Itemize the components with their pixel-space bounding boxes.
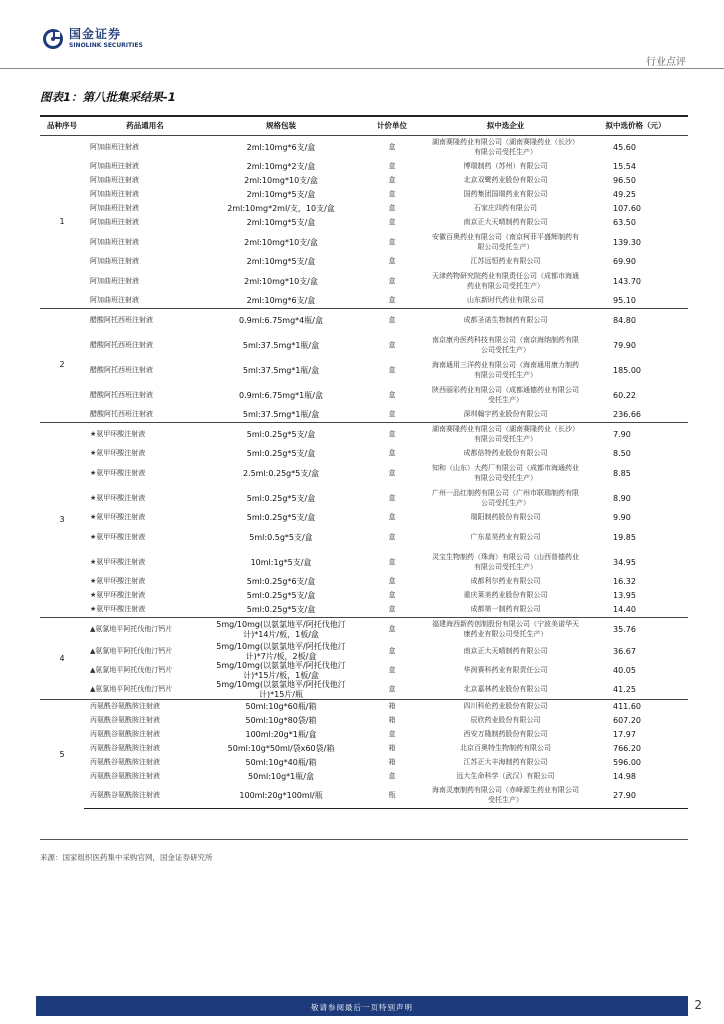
cell-drug-name: 醋酸阿托西班注射液 [90, 340, 153, 349]
table-row [40, 756, 688, 770]
table-body [40, 135, 688, 809]
cell-spec: 50ml:10g*50ml/袋x60袋/箱 [227, 743, 335, 753]
cell-spec: 2ml:10mg*5支/盒 [246, 190, 316, 200]
cell-unit: 盒 [388, 665, 396, 674]
cell-company: 北京百奥特生物制药有限公司 [460, 743, 551, 752]
cell-unit: 盒 [388, 390, 396, 399]
table-row [40, 202, 688, 216]
cell-drug-name: 阿加曲班注射液 [84, 135, 206, 160]
cell-unit: 盒 [388, 340, 396, 349]
header-divider [0, 68, 724, 69]
cell-company: 灵宝生物制药（珠海）有限公司（山西普德药业有限公司受托生产） [432, 553, 579, 571]
cell-drug-name: 阿加曲班注射液 [90, 190, 139, 199]
table-row [40, 230, 688, 255]
figure-title: 图表1：第八批集采结果-1 [40, 90, 176, 104]
cell-drug-name: ★氨甲环酸注射液 [90, 577, 146, 586]
report-type-label: 行业点评 [646, 57, 686, 68]
cell-company: 广东星昊药业有限公司 [470, 532, 541, 541]
column-header: 计价单位 [356, 116, 428, 135]
cell-price: 7.90 [583, 422, 688, 447]
cell-unit: 盒 [388, 190, 396, 199]
table-row [40, 461, 688, 486]
cell-price: 8.85 [613, 468, 631, 478]
cell-drug-name: ★氨甲环酸注射液 [90, 468, 146, 477]
cell-unit: 盒 [388, 605, 396, 613]
cell-drug-name: ▲氨氯地平阿托伐他汀钙片 [84, 617, 206, 642]
table-row [40, 700, 688, 714]
cell-price: 15.54 [613, 162, 636, 172]
table-row [40, 525, 688, 550]
cell-drug-name: 阿加曲班注射液 [90, 204, 139, 213]
table-row [40, 383, 688, 408]
cell-spec: 2ml:10mg*2支/盒 [246, 162, 316, 172]
cell-spec: 100ml:20g*100ml/瓶 [206, 784, 356, 809]
table-row [40, 680, 688, 700]
cell-price: 14.40 [613, 605, 636, 614]
cell-unit: 瓶 [356, 784, 428, 809]
cell-unit: 箱 [388, 715, 396, 724]
cell-drug-name: ▲氨氯地平阿托伐他汀钙片 [90, 646, 173, 655]
column-header: 拟中选价格（元） [583, 116, 688, 135]
cell-spec: 5ml:0.25g*5支/盒 [246, 605, 316, 614]
cell-drug-name: 醋酸阿托西班注射液 [90, 365, 153, 374]
cell-company: 成都倍特药业股份有限公司 [463, 449, 548, 458]
cell-company: 深圳翰宇药业股份有限公司 [463, 410, 548, 418]
cell-price: 16.32 [613, 577, 636, 587]
cell-spec: 5mg/10mg(以氨氯地平/阿托伐他汀计)*15片/瓶 [216, 680, 346, 699]
cell-drug-name: 醋酸阿托西班注射液 [90, 390, 153, 399]
cell-company: 成都圣诺生物制药有限公司 [428, 308, 583, 333]
cell-company: 江苏正大丰海制药有限公司 [463, 757, 548, 766]
cell-company: 辰欣药业股份有限公司 [470, 715, 541, 724]
page-number: 2 [694, 998, 702, 1012]
cell-price: 95.10 [613, 296, 636, 305]
cell-drug-name: 丙氨酰谷氨酰胺注射液 [84, 784, 206, 809]
cell-unit: 盒 [388, 218, 396, 227]
cell-unit: 盒 [388, 513, 396, 522]
cell-spec: 5ml:0.5g*5支/盒 [249, 532, 313, 542]
cell-drug-name: ★氨甲环酸注射液 [84, 422, 206, 447]
cell-spec: 2ml:10mg*5支/盒 [246, 218, 316, 228]
cell-spec: 5ml:0.25g*5支/盒 [246, 449, 316, 459]
cell-company: 湖南赛隆药业有限公司（湖南赛隆药业（长沙）有限公司受托生产） [428, 422, 583, 447]
table-row [40, 589, 688, 603]
cell-company: 南京康舟医药科技有限公司（南京海纳制药有限公司受托生产） [432, 336, 579, 354]
table-row [40, 269, 688, 294]
cell-unit: 盒 [388, 532, 396, 541]
cell-spec: 2ml:10mg*10支/盒 [244, 176, 318, 186]
cell-drug-name: 阿加曲班注射液 [90, 218, 139, 227]
cell-price: 27.90 [583, 784, 688, 809]
table-row [40, 511, 688, 525]
page-header [0, 0, 724, 70]
cell-company: 重庆莱美药业股份有限公司 [463, 591, 548, 600]
cell-unit: 盒 [388, 684, 396, 693]
cell-group-number: 3 [40, 422, 84, 617]
cell-unit: 盒 [388, 646, 396, 655]
cell-company: 石家庄四药有限公司 [474, 204, 537, 213]
cell-spec: 2ml:10mg*5支/盒 [246, 257, 316, 267]
source-divider [40, 839, 688, 840]
cell-drug-name: ▲氨氯地平阿托伐他汀钙片 [90, 665, 173, 674]
cell-drug-name: 丙氨酰谷氨酰胺注射液 [90, 771, 160, 780]
cell-drug-name: 丙氨酰谷氨酰胺注射液 [90, 715, 160, 724]
cell-price: 96.50 [613, 176, 636, 186]
cell-price: 34.95 [613, 557, 636, 567]
cell-unit: 盒 [388, 296, 396, 304]
table-row [40, 408, 688, 422]
cell-drug-name: ★氨甲环酸注射液 [90, 591, 146, 600]
cell-unit: 盒 [388, 591, 396, 600]
cell-price: 596.00 [613, 757, 641, 767]
cell-unit: 盒 [388, 410, 396, 418]
cell-drug-name: 阿加曲班注射液 [90, 276, 139, 285]
cell-unit: 箱 [388, 757, 396, 766]
cell-spec: 2ml:10mg*6支/盒 [206, 135, 356, 160]
cell-spec: 100ml:20g*1瓶/盒 [245, 729, 317, 739]
table-row [40, 550, 688, 575]
cell-spec: 10ml:1g*5支/盒 [250, 557, 312, 567]
cell-price: 411.60 [583, 700, 688, 714]
cell-price: 185.00 [613, 365, 641, 375]
cell-price: 9.90 [613, 513, 631, 523]
cell-unit: 盒 [388, 771, 396, 780]
cell-drug-name: 丙氨酰谷氨酰胺注射液 [90, 743, 160, 752]
cell-drug-name: ▲氨氯地平阿托伐他汀钙片 [90, 684, 173, 693]
cell-drug-name: 醋酸阿托西班注射液 [84, 308, 206, 333]
cell-company: 南京正大天晴制药有限公司 [463, 218, 548, 227]
cell-company: 陕西丽彩药业有限公司（成都通德药业有限公司受托生产） [432, 386, 579, 404]
cell-drug-name: ★氨甲环酸注射液 [90, 449, 146, 458]
cell-price: 13.95 [613, 591, 636, 601]
column-header: 品种序号 [40, 116, 84, 135]
cell-price: 236.66 [613, 410, 641, 419]
source-note: 来源：国家组织医药集中采购官网，国金证券研究所 [40, 853, 213, 862]
cell-drug-name: 丙氨酰谷氨酰胺注射液 [84, 700, 206, 714]
cell-unit: 盒 [388, 468, 396, 477]
cell-spec: 2ml:10mg*10支/盒 [244, 276, 318, 286]
cell-company: 华润赛科药业有限责任公司 [463, 665, 548, 674]
sinolink-logo-icon [42, 28, 64, 50]
cell-group-number: 5 [40, 700, 84, 809]
cell-drug-name: ★氨甲环酸注射液 [90, 532, 146, 541]
cell-unit: 盒 [388, 276, 396, 285]
cell-price: 766.20 [613, 743, 641, 753]
table-row [40, 174, 688, 188]
cell-spec: 5ml:37.5mg*1瓶/盒 [242, 340, 320, 350]
cell-drug-name: ★氨甲环酸注射液 [90, 557, 146, 566]
cell-spec: 0.9ml:6.75mg*4瓶/盒 [206, 308, 356, 333]
cell-price: 19.85 [613, 532, 636, 542]
cell-drug-name: ★氨甲环酸注射液 [90, 493, 146, 502]
cell-company: 成都利尔药业有限公司 [470, 577, 541, 586]
cell-unit: 盒 [388, 365, 396, 374]
cell-drug-name: 丙氨酰谷氨酰胺注射液 [90, 757, 160, 766]
cell-drug-name: 阿加曲班注射液 [90, 162, 139, 171]
cell-spec: 0.9ml:6.75mg*1瓶/盒 [239, 390, 323, 400]
cell-unit: 盒 [356, 135, 428, 160]
table-row [40, 294, 688, 308]
cell-spec: 5ml:37.5mg*1瓶/盒 [242, 365, 320, 375]
cell-unit: 盒 [388, 257, 396, 266]
table-row [40, 333, 688, 358]
table-row [40, 358, 688, 383]
cell-price: 41.25 [613, 684, 636, 694]
cell-spec: 5ml:0.25g*5支/盒 [206, 422, 356, 447]
cell-company: 知和（山东）大药厂有限公司（成都市海通药业有限公司受托生产） [432, 464, 579, 482]
cell-company: 远大生命科学（武汉）有限公司 [456, 771, 555, 780]
cell-company: 江苏远恒药业有限公司 [470, 257, 541, 266]
cell-price: 79.90 [613, 340, 636, 350]
table-row [40, 742, 688, 756]
cell-spec: 5ml:0.25g*5支/盒 [246, 513, 316, 523]
cell-drug-name: ★氨甲环酸注射液 [90, 513, 146, 522]
cell-spec: 5mg/10mg(以氨氯地平/阿托伐他汀计)*7片/板，2板/盒 [216, 642, 346, 661]
cell-group-number: 1 [40, 135, 84, 308]
cell-company: 北京嘉林药业股份有限公司 [463, 684, 548, 693]
table-row [40, 447, 688, 461]
cell-price: 107.60 [613, 204, 641, 214]
cell-company: 南京正大天晴制药有限公司 [463, 646, 548, 655]
cell-company: 天津药物研究院药业有限责任公司（成都市海通药业有限公司受托生产） [432, 272, 579, 290]
column-header: 规格包装 [206, 116, 356, 135]
cell-unit: 盒 [388, 557, 396, 566]
table-row [40, 714, 688, 728]
table-row [40, 135, 688, 160]
cell-drug-name: ★氨甲环酸注射液 [90, 605, 146, 613]
cell-price: 69.90 [613, 257, 636, 267]
cell-price: 143.70 [613, 276, 641, 286]
cell-price: 14.98 [613, 771, 636, 781]
company-logo [42, 28, 143, 50]
cell-company: 四川科伦药业股份有限公司 [428, 700, 583, 714]
cell-price: 84.80 [583, 308, 688, 333]
cell-company: 博瑞制药（苏州）有限公司 [463, 162, 548, 171]
cell-group-number: 2 [40, 308, 84, 422]
cell-spec: 50ml:10g*40瓶/箱 [245, 757, 317, 767]
logo-chinese-name: 国金证券 [69, 27, 122, 41]
cell-company: 山东新时代药业有限公司 [467, 296, 544, 304]
cell-unit: 盒 [388, 493, 396, 502]
cell-company: 北京双鹭药业股份有限公司 [463, 176, 548, 185]
cell-price: 17.97 [613, 729, 636, 739]
table-row [40, 784, 688, 809]
cell-spec: 2ml:10mg*6支/盒 [246, 296, 316, 305]
table-row [40, 308, 688, 333]
cell-unit: 盒 [388, 237, 396, 246]
cell-spec: 2ml:10mg*10支/盒 [244, 237, 318, 247]
table-row [40, 188, 688, 202]
table-row [40, 603, 688, 617]
cell-drug-name: 阿加曲班注射液 [90, 296, 139, 304]
cell-drug-name: 丙氨酰谷氨酰胺注射液 [90, 729, 160, 738]
cell-unit: 盒 [356, 422, 428, 447]
cell-drug-name: 阿加曲班注射液 [90, 176, 139, 185]
cell-unit: 盒 [388, 729, 396, 738]
cell-unit: 盒 [388, 204, 396, 213]
column-header: 药品通用名 [84, 116, 206, 135]
table-row [40, 422, 688, 447]
cell-price: 63.50 [613, 218, 636, 228]
cell-price: 35.76 [583, 617, 688, 642]
cell-spec: 5ml:0.25g*5支/盒 [246, 591, 316, 601]
cell-unit: 盒 [388, 449, 396, 458]
cell-company: 广州一品红制药有限公司（广州市联瑞制药有限公司受托生产） [432, 489, 579, 507]
cell-spec: 5mg/10mg(以氨氯地平/阿托伐他汀计)*14片/板，1板/盒 [206, 617, 356, 642]
cell-company: 成都第一制药有限公司 [470, 605, 541, 613]
cell-price: 36.67 [613, 646, 636, 656]
table-row [40, 770, 688, 784]
cell-price: 60.22 [613, 390, 636, 400]
cell-spec: 2ml:10mg*2ml/支，10支/盒 [227, 204, 335, 214]
table-row [40, 617, 688, 642]
cell-group-number: 4 [40, 617, 84, 700]
column-header: 拟中选企业 [428, 116, 583, 135]
cell-company: 安徽百奥药业有限公司（南京柯菲平盛辉制药有限公司受托生产） [432, 233, 579, 251]
table-header-row [40, 116, 688, 135]
cell-drug-name: 阿加曲班注射液 [90, 257, 139, 266]
cell-spec: 5ml:0.25g*6支/盒 [246, 577, 316, 587]
cell-company: 瑞阳制药股份有限公司 [470, 513, 541, 522]
cell-unit: 箱 [356, 700, 428, 714]
cell-price: 45.60 [583, 135, 688, 160]
cell-spec: 5ml:37.5mg*1瓶/盒 [242, 410, 320, 419]
cell-unit: 盒 [356, 308, 428, 333]
cell-company: 福建海西新药创制股份有限公司（宁波美诺华天康药业有限公司受托生产） [428, 617, 583, 642]
cell-drug-name: 醋酸阿托西班注射液 [90, 410, 153, 418]
table-row [40, 575, 688, 589]
cell-spec: 50ml:10g*80袋/箱 [245, 715, 317, 725]
cell-unit: 盒 [356, 617, 428, 642]
cell-company: 海南灵康制药有限公司（赤峰源生药业有限公司受托生产） [428, 784, 583, 809]
table-row [40, 661, 688, 680]
cell-price: 607.20 [613, 715, 641, 725]
cell-price: 8.90 [613, 493, 631, 503]
footer-disclaimer: 敬请参阅最后一页特别声明 [311, 1003, 413, 1012]
cell-spec: 5mg/10mg(以氨氯地平/阿托伐他汀计)*15片/板，1板/盒 [216, 661, 346, 680]
procurement-results-table [40, 115, 688, 809]
table-row [40, 160, 688, 174]
table-row [40, 216, 688, 230]
cell-company: 海南通用三洋药业有限公司（海南通用康力制药有限公司受托生产） [432, 361, 579, 379]
table-row [40, 255, 688, 269]
cell-price: 40.05 [613, 665, 636, 675]
cell-spec: 50ml:10g*60瓶/箱 [206, 700, 356, 714]
cell-price: 8.50 [613, 449, 631, 459]
table-row [40, 486, 688, 511]
cell-unit: 盒 [388, 176, 396, 185]
cell-spec: 2.5ml:0.25g*5支/盒 [242, 468, 320, 478]
cell-price: 139.30 [613, 237, 641, 247]
cell-spec: 50ml:10g*1瓶/盒 [248, 771, 314, 781]
cell-spec: 5ml:0.25g*5支/盒 [246, 493, 316, 503]
logo-english-name: SINOLINK SECURITIES [69, 42, 143, 49]
cell-price: 49.25 [613, 190, 636, 200]
cell-company: 湖南赛隆药业有限公司（湖南赛隆药业（长沙）有限公司受托生产） [428, 135, 583, 160]
table-row [40, 642, 688, 661]
cell-unit: 盒 [388, 162, 396, 171]
table-row [40, 728, 688, 742]
cell-drug-name: 阿加曲班注射液 [90, 237, 139, 246]
cell-company: 国药集团国瑞药业有限公司 [463, 190, 548, 199]
cell-unit: 盒 [388, 577, 396, 586]
cell-unit: 箱 [388, 743, 396, 752]
cell-company: 西安万隆制药股份有限公司 [463, 729, 548, 738]
